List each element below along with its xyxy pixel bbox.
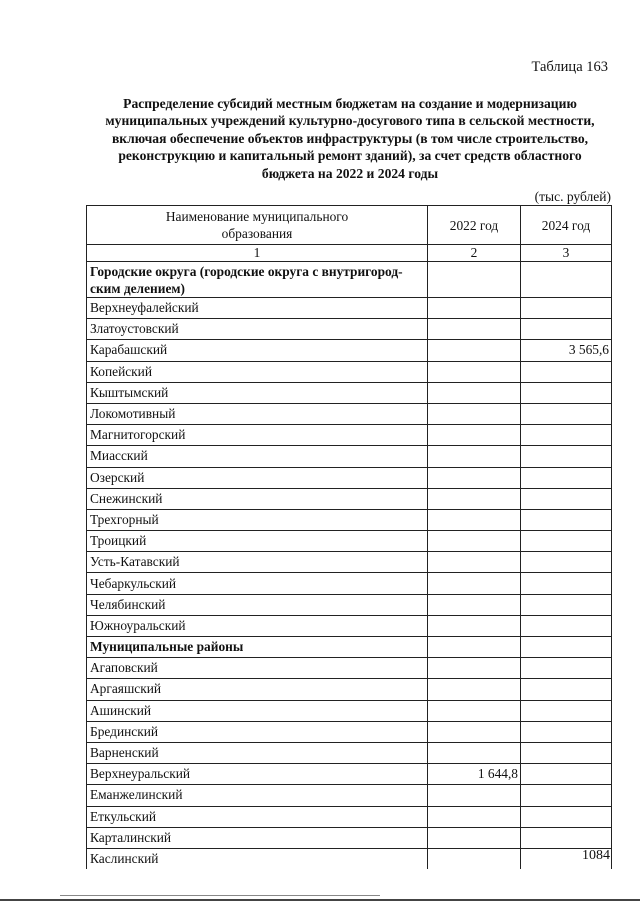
scan-edge-line — [60, 895, 380, 896]
table-row — [87, 446, 612, 467]
column-number: 2 — [428, 245, 521, 262]
municipality-name: Челябинский — [87, 594, 428, 615]
value-2024 — [521, 658, 612, 679]
value-2024 — [521, 594, 612, 615]
column-header-2022: 2022 год — [428, 206, 521, 245]
table-row — [87, 700, 612, 721]
table-row — [87, 615, 612, 636]
value-2022 — [428, 319, 521, 340]
municipality-name: Трехгорный — [87, 509, 428, 530]
value-2022 — [428, 467, 521, 488]
table-row — [87, 785, 612, 806]
value-2024 — [521, 425, 612, 446]
table-row — [87, 403, 612, 424]
table-row — [87, 340, 612, 361]
municipality-name: Чебаркульский — [87, 573, 428, 594]
municipality-name: Каслинский — [87, 848, 428, 869]
municipality-name: Городские округа (городские округа с внутригород-ским делением) — [87, 262, 428, 298]
table-row — [87, 827, 612, 848]
municipality-name: Еманжелинский — [87, 785, 428, 806]
table-row — [87, 764, 612, 785]
value-2024 — [521, 806, 612, 827]
table-row — [87, 319, 612, 340]
table-row — [87, 488, 612, 509]
table-row — [87, 658, 612, 679]
title-line: включая обеспечение объектов инфраструктуры (в том числе строительство, — [111, 130, 589, 146]
value-2022 — [428, 658, 521, 679]
value-2024 — [521, 785, 612, 806]
municipality-name: Еткульский — [87, 806, 428, 827]
value-2024 — [521, 721, 612, 742]
municipality-name: Карабашский — [87, 340, 428, 361]
municipality-name: Муниципальные районы — [87, 637, 428, 658]
title-line: бюджета на 2022 и 2024 годы — [261, 165, 439, 181]
value-2022 — [428, 340, 521, 361]
value-2022 — [428, 594, 521, 615]
value-2024 — [521, 319, 612, 340]
table-group-row — [87, 637, 612, 658]
municipality-name: Варненский — [87, 742, 428, 763]
table-row — [87, 806, 612, 827]
value-2024 — [521, 446, 612, 467]
municipality-name: Усть-Катавский — [87, 552, 428, 573]
table-number-label: Таблица 163 — [531, 59, 608, 75]
value-2024 — [521, 531, 612, 552]
value-2024 — [521, 742, 612, 763]
value-2022 — [428, 425, 521, 446]
table-row — [87, 552, 612, 573]
table-row — [87, 742, 612, 763]
value-2024: 3 565,6 — [521, 340, 612, 361]
value-2024 — [521, 552, 612, 573]
column-number: 1 — [87, 245, 428, 262]
units-label: (тыс. рублей) — [534, 189, 611, 204]
municipality-name: Миасский — [87, 446, 428, 467]
page-number: 1084 — [582, 848, 610, 863]
value-2022 — [428, 785, 521, 806]
table-body — [87, 262, 612, 870]
value-2024 — [521, 764, 612, 785]
table-title — [70, 95, 630, 182]
table-row — [87, 573, 612, 594]
value-2024 — [521, 615, 612, 636]
municipality-name: Копейский — [87, 361, 428, 382]
table-row — [87, 298, 612, 319]
municipality-name: Аргаяшский — [87, 679, 428, 700]
value-2024 — [521, 467, 612, 488]
value-2024 — [521, 827, 612, 848]
value-2022 — [428, 382, 521, 403]
column-header-name: Наименование муниципального образования — [87, 206, 428, 245]
table-row — [87, 382, 612, 403]
table-row — [87, 594, 612, 615]
municipality-name: Брединский — [87, 721, 428, 742]
value-2022 — [428, 827, 521, 848]
table-row — [87, 721, 612, 742]
municipality-name: Верхнеуральский — [87, 764, 428, 785]
value-2022 — [428, 615, 521, 636]
scan-edge-line — [0, 899, 640, 901]
table-row — [87, 848, 612, 869]
value-2022 — [428, 848, 521, 869]
municipality-name: Златоустовский — [87, 319, 428, 340]
value-2024 — [521, 298, 612, 319]
value-2022 — [428, 509, 521, 530]
value-2024 — [521, 382, 612, 403]
table-row — [87, 425, 612, 446]
table-row — [87, 509, 612, 530]
value-2024 — [521, 573, 612, 594]
value-2022 — [428, 361, 521, 382]
table-row — [87, 531, 612, 552]
value-2024 — [521, 403, 612, 424]
municipality-name: Верхнеуфалейский — [87, 298, 428, 319]
value-2022 — [428, 573, 521, 594]
value-2024 — [521, 488, 612, 509]
value-2022 — [428, 637, 521, 658]
municipality-name: Кыштымский — [87, 382, 428, 403]
value-2022 — [428, 488, 521, 509]
value-2024 — [521, 262, 612, 298]
value-2024 — [521, 679, 612, 700]
municipality-name: Троицкий — [87, 531, 428, 552]
value-2022 — [428, 742, 521, 763]
municipality-name: Ашинский — [87, 700, 428, 721]
value-2022 — [428, 721, 521, 742]
value-2022 — [428, 531, 521, 552]
value-2022 — [428, 679, 521, 700]
value-2022 — [428, 700, 521, 721]
municipality-name: Агаповский — [87, 658, 428, 679]
value-2022 — [428, 806, 521, 827]
value-2022 — [428, 446, 521, 467]
value-2022 — [428, 262, 521, 298]
municipality-name: Озерский — [87, 467, 428, 488]
table-row — [87, 679, 612, 700]
value-2024 — [521, 361, 612, 382]
table-row — [87, 361, 612, 382]
municipality-name: Локомотивный — [87, 403, 428, 424]
subsidy-table — [86, 205, 612, 869]
title-line: реконструкцию и капитальный ремонт зданий), за счет средств областного — [118, 148, 582, 164]
municipality-name: Снежинский — [87, 488, 428, 509]
municipality-name: Магнитогорский — [87, 425, 428, 446]
value-2024 — [521, 509, 612, 530]
municipality-name: Карталинский — [87, 827, 428, 848]
title-line: Распределение субсидий местным бюджетам на создание и модернизацию — [123, 96, 577, 111]
table-row — [87, 467, 612, 488]
title-line: муниципальных учреждений культурно-досугового типа в сельской местности, — [105, 113, 595, 129]
column-number: 3 — [521, 245, 612, 262]
value-2024 — [521, 700, 612, 721]
value-2022 — [428, 403, 521, 424]
value-2022 — [428, 552, 521, 573]
value-2022: 1 644,8 — [428, 764, 521, 785]
municipality-name: Южноуральский — [87, 615, 428, 636]
value-2024 — [521, 637, 612, 658]
value-2022 — [428, 298, 521, 319]
table-group-row — [87, 262, 612, 298]
column-header-2024: 2024 год — [521, 206, 612, 245]
